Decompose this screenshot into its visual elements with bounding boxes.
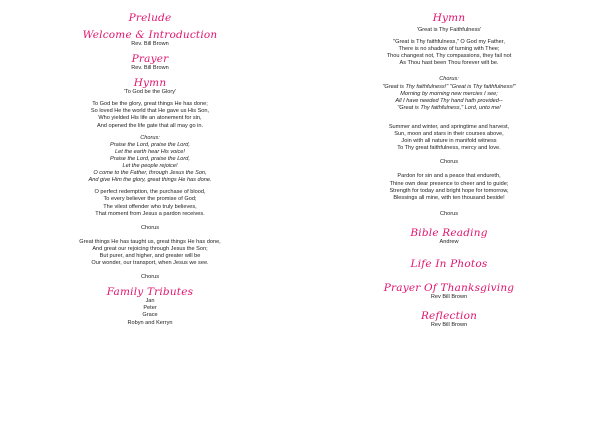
verse-line: Great things He has taught us, great things He has done,	[79, 238, 221, 245]
chorus-reference: Chorus	[140, 224, 160, 231]
bible-reading-heading: Bible Reading	[410, 226, 488, 239]
reflection-name: Rev Bill Brown	[430, 322, 468, 329]
verse-line: To Thy great faithfulness, mercy and love.	[397, 145, 501, 152]
verse-line: And great our rejoicing through Jesus the Son;	[92, 245, 208, 252]
prelude-heading: Prelude	[128, 12, 172, 24]
chorus-line: Morning by morning new mercies I see;	[400, 90, 498, 97]
verse-line: Sun, moon and stars in their courses above,	[394, 131, 504, 138]
hymn-heading: Hymn	[432, 12, 466, 24]
chorus-line: Let the people rejoice!	[122, 163, 178, 170]
hymn-heading: Hymn	[133, 77, 167, 90]
verse-line: There is no shadow of turning with Thee;	[398, 46, 500, 53]
verse-line: So loved He the world that He gave us His Son,	[90, 108, 210, 115]
verse-line: Summer and winter, and springtime and harvest,	[388, 123, 510, 130]
verse-line: Pardon for sin and a peace that endureth,	[397, 173, 501, 180]
chorus-reference: Chorus	[439, 159, 459, 166]
verse-line: Strength for today and bright hope for tomorrow,	[389, 187, 509, 194]
chorus-line: And give Him the glory, great things He has done.	[88, 177, 212, 184]
tributes-heading: Family Tributes	[106, 286, 194, 299]
chorus-label: Chorus:	[439, 76, 459, 83]
chorus-line: Let the earth hear His voice!	[115, 148, 185, 155]
reflection-heading: Reflection	[420, 310, 478, 323]
tribute-name: Peter	[143, 305, 157, 312]
verse-line: Our wonder, our transport, when Jesus we see.	[91, 260, 209, 267]
hymn-title: 'Great is Thy Faithfulness'	[416, 27, 482, 33]
prayer-heading: Prayer	[131, 53, 169, 66]
chorus-reference: Chorus	[140, 274, 160, 281]
left-column	[21, 12, 279, 327]
verse-line: And opened the life gate that all may go in.	[96, 122, 204, 129]
welcome-name: Rev. Bill Brown	[131, 41, 169, 47]
chorus-line: Praise the Lord, praise the Lord,	[110, 141, 190, 148]
chorus-line: Praise the Lord, praise the Lord,	[110, 155, 190, 162]
verse-line: Thine own dear presence to cheer and to guide;	[389, 180, 509, 187]
bible-reading-name: Andrew	[439, 238, 459, 245]
chorus-line: All I have needed Thy hand hath provided--	[395, 97, 503, 104]
chorus-line: O come to the Father, through Jesus the Son,	[93, 170, 207, 177]
hymn-title: 'To God be the Glory'	[123, 89, 177, 96]
verse-line: That moment from Jesus a pardon receives.	[95, 210, 205, 217]
verse-line: The vilest offender who truly believes,	[103, 203, 197, 210]
life-in-photos-heading: Life In Photos	[410, 257, 488, 270]
verse-line: "Great is Thy faithfulness," O God my Father,	[393, 39, 505, 46]
tribute-name: Robyn and Kerryn	[127, 319, 173, 326]
verse-line: Thou changest not, Thy compassions, they fail not	[386, 53, 512, 60]
verse-line: To every believer the promise of God;	[103, 196, 197, 203]
chorus-line: "Great is Thy faithfulness!" "Great is Thy faithfulness!"	[382, 83, 516, 90]
thanksgiving-name: Rev Bill Brown	[430, 293, 468, 300]
verse-line: Who yielded His life an atonement for sin,	[98, 115, 202, 122]
thanksgiving-heading: Prayer Of Thanksgiving	[383, 281, 515, 294]
verse-line: As Thou hast been Thou forever wilt be.	[399, 60, 499, 67]
welcome-heading: Welcome & Introduction	[82, 29, 218, 41]
right-column	[320, 12, 578, 329]
verse-line: O perfect redemption, the purchase of blood,	[94, 189, 206, 196]
chorus-label: Chorus:	[140, 134, 160, 141]
tribute-name: Grace	[142, 312, 158, 319]
chorus-reference: Chorus	[439, 210, 459, 217]
verse-line: But purer, and higher, and greater will be	[99, 252, 201, 259]
chorus-line: "Great is Thy faithfulness," Lord, unto me!	[397, 104, 501, 111]
verse-line: Join with all nature in manifold witness	[401, 138, 497, 145]
prayer-name: Rev. Bill Brown	[131, 65, 169, 72]
verse-line: To God be the glory, great things He has done;	[92, 101, 208, 108]
tribute-name: Jan	[145, 298, 155, 305]
verse-line: Blessings all mine, with ten thousand beside!	[393, 194, 505, 201]
